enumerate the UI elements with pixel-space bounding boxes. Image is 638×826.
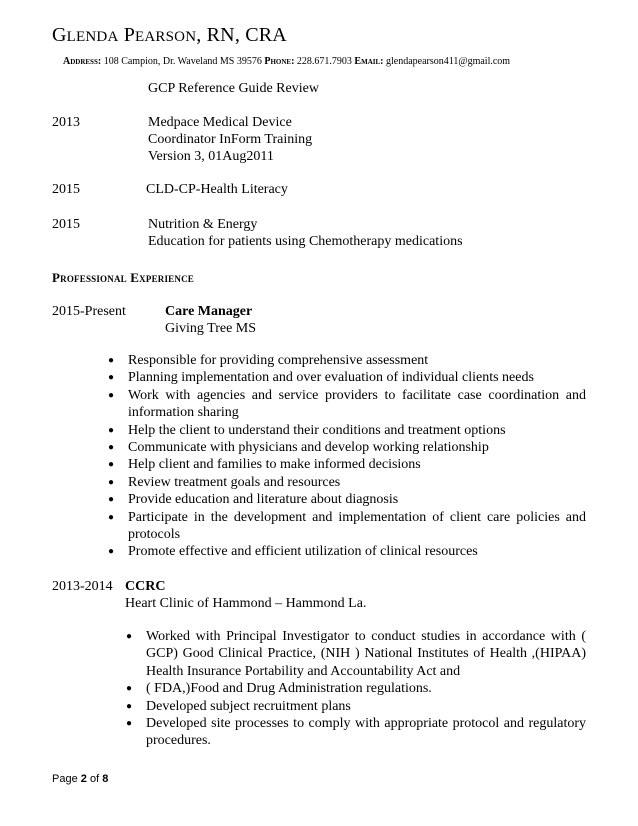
education-3-line-1: Education for patients using Chemotherapy medications: [148, 234, 463, 249]
education-1-line-0: Medpace Medical Device: [148, 115, 292, 130]
list-item: ● ( FDA,)Food and Drug Administration regulations.: [126, 680, 586, 697]
job-0-title: Care Manager: [165, 304, 253, 319]
name-credentials: , RN, CRA: [196, 24, 287, 46]
education-0-line-0: GCP Reference Guide Review: [148, 81, 319, 96]
list-item: ● Review treatment goals and resources: [108, 474, 586, 491]
list-item: ● Worked with Principal Investigator to conduct studies in accordance with ( GCP) Good Clinical Practice, (NIH ) National Institutes of Health ,(HIPAA) Health Insurance Portability and Accountability Act and: [126, 628, 586, 680]
list-item: ● Help client and families to make informed decisions: [108, 456, 586, 473]
contact-line: [63, 56, 510, 67]
education-1-year: 2013: [52, 115, 80, 130]
education-1-line-1: Coordinator InForm Training: [148, 132, 313, 147]
list-item: ● Help the client to understand their conditions and treatment options: [108, 422, 586, 439]
list-item: ● Developed subject recruitment plans: [126, 698, 586, 715]
job-0-employer: Giving Tree MS: [165, 321, 257, 336]
job-0-responsibilities: [108, 352, 586, 561]
email-link[interactable]: glendapearson411@gmail.com: [385, 56, 511, 67]
list-item: ● Developed site processes to comply with appropriate protocol and regulatory procedures.: [126, 715, 586, 750]
education-1-line-2: Version 3, 01Aug2011: [148, 149, 274, 164]
candidate-name: [52, 24, 287, 47]
education-3-year: 2015: [52, 217, 80, 232]
address-label: Address:: [63, 56, 102, 67]
list-item: ● Provide education and literature about diagnosis: [108, 491, 586, 508]
name-first-initial: G: [52, 24, 67, 46]
job-1-title: CCRC: [125, 579, 166, 594]
job-1-responsibilities: [126, 628, 586, 750]
list-item: ● Participate in the development and implementation of client care policies and protocols: [108, 509, 586, 544]
name-last-rest: EARSON: [135, 29, 197, 45]
email-label: Email:: [354, 56, 384, 67]
list-item: ● Communicate with physicians and develop working relationship: [108, 439, 586, 456]
phone-value: 228.671.7903: [296, 56, 352, 67]
professional-experience-heading: Professional Experience: [52, 270, 194, 285]
page-number-footer: [52, 773, 108, 785]
phone-label: Phone:: [264, 56, 295, 67]
education-2-line-0: CLD-CP-Health Literacy: [146, 182, 288, 197]
list-item: ● Work with agencies and service providers to facilitate case coordination and information sharing: [108, 387, 586, 422]
job-1-employer: Heart Clinic of Hammond – Hammond La.: [125, 596, 367, 611]
list-item: ● Planning implementation and over evaluation of individual clients needs: [108, 369, 586, 386]
name-last-initial: P: [123, 24, 136, 46]
of-word: of: [89, 773, 100, 785]
page-total: 8: [102, 773, 109, 785]
page-word: Page: [52, 773, 78, 785]
job-0-dates: 2015-Present: [52, 304, 126, 319]
name-first-rest: LENDA: [66, 29, 119, 45]
education-2-year: 2015: [52, 182, 80, 197]
address-value: 108 Campion, Dr. Waveland MS 39576: [103, 56, 262, 67]
education-3-line-0: Nutrition & Energy: [148, 217, 258, 232]
list-item: ● Responsible for providing comprehensive assessment: [108, 352, 586, 369]
page-number: 2: [80, 773, 87, 785]
job-1-dates: 2013-2014: [52, 579, 113, 594]
list-item: ● Promote effective and efficient utilization of clinical resources: [108, 543, 586, 560]
